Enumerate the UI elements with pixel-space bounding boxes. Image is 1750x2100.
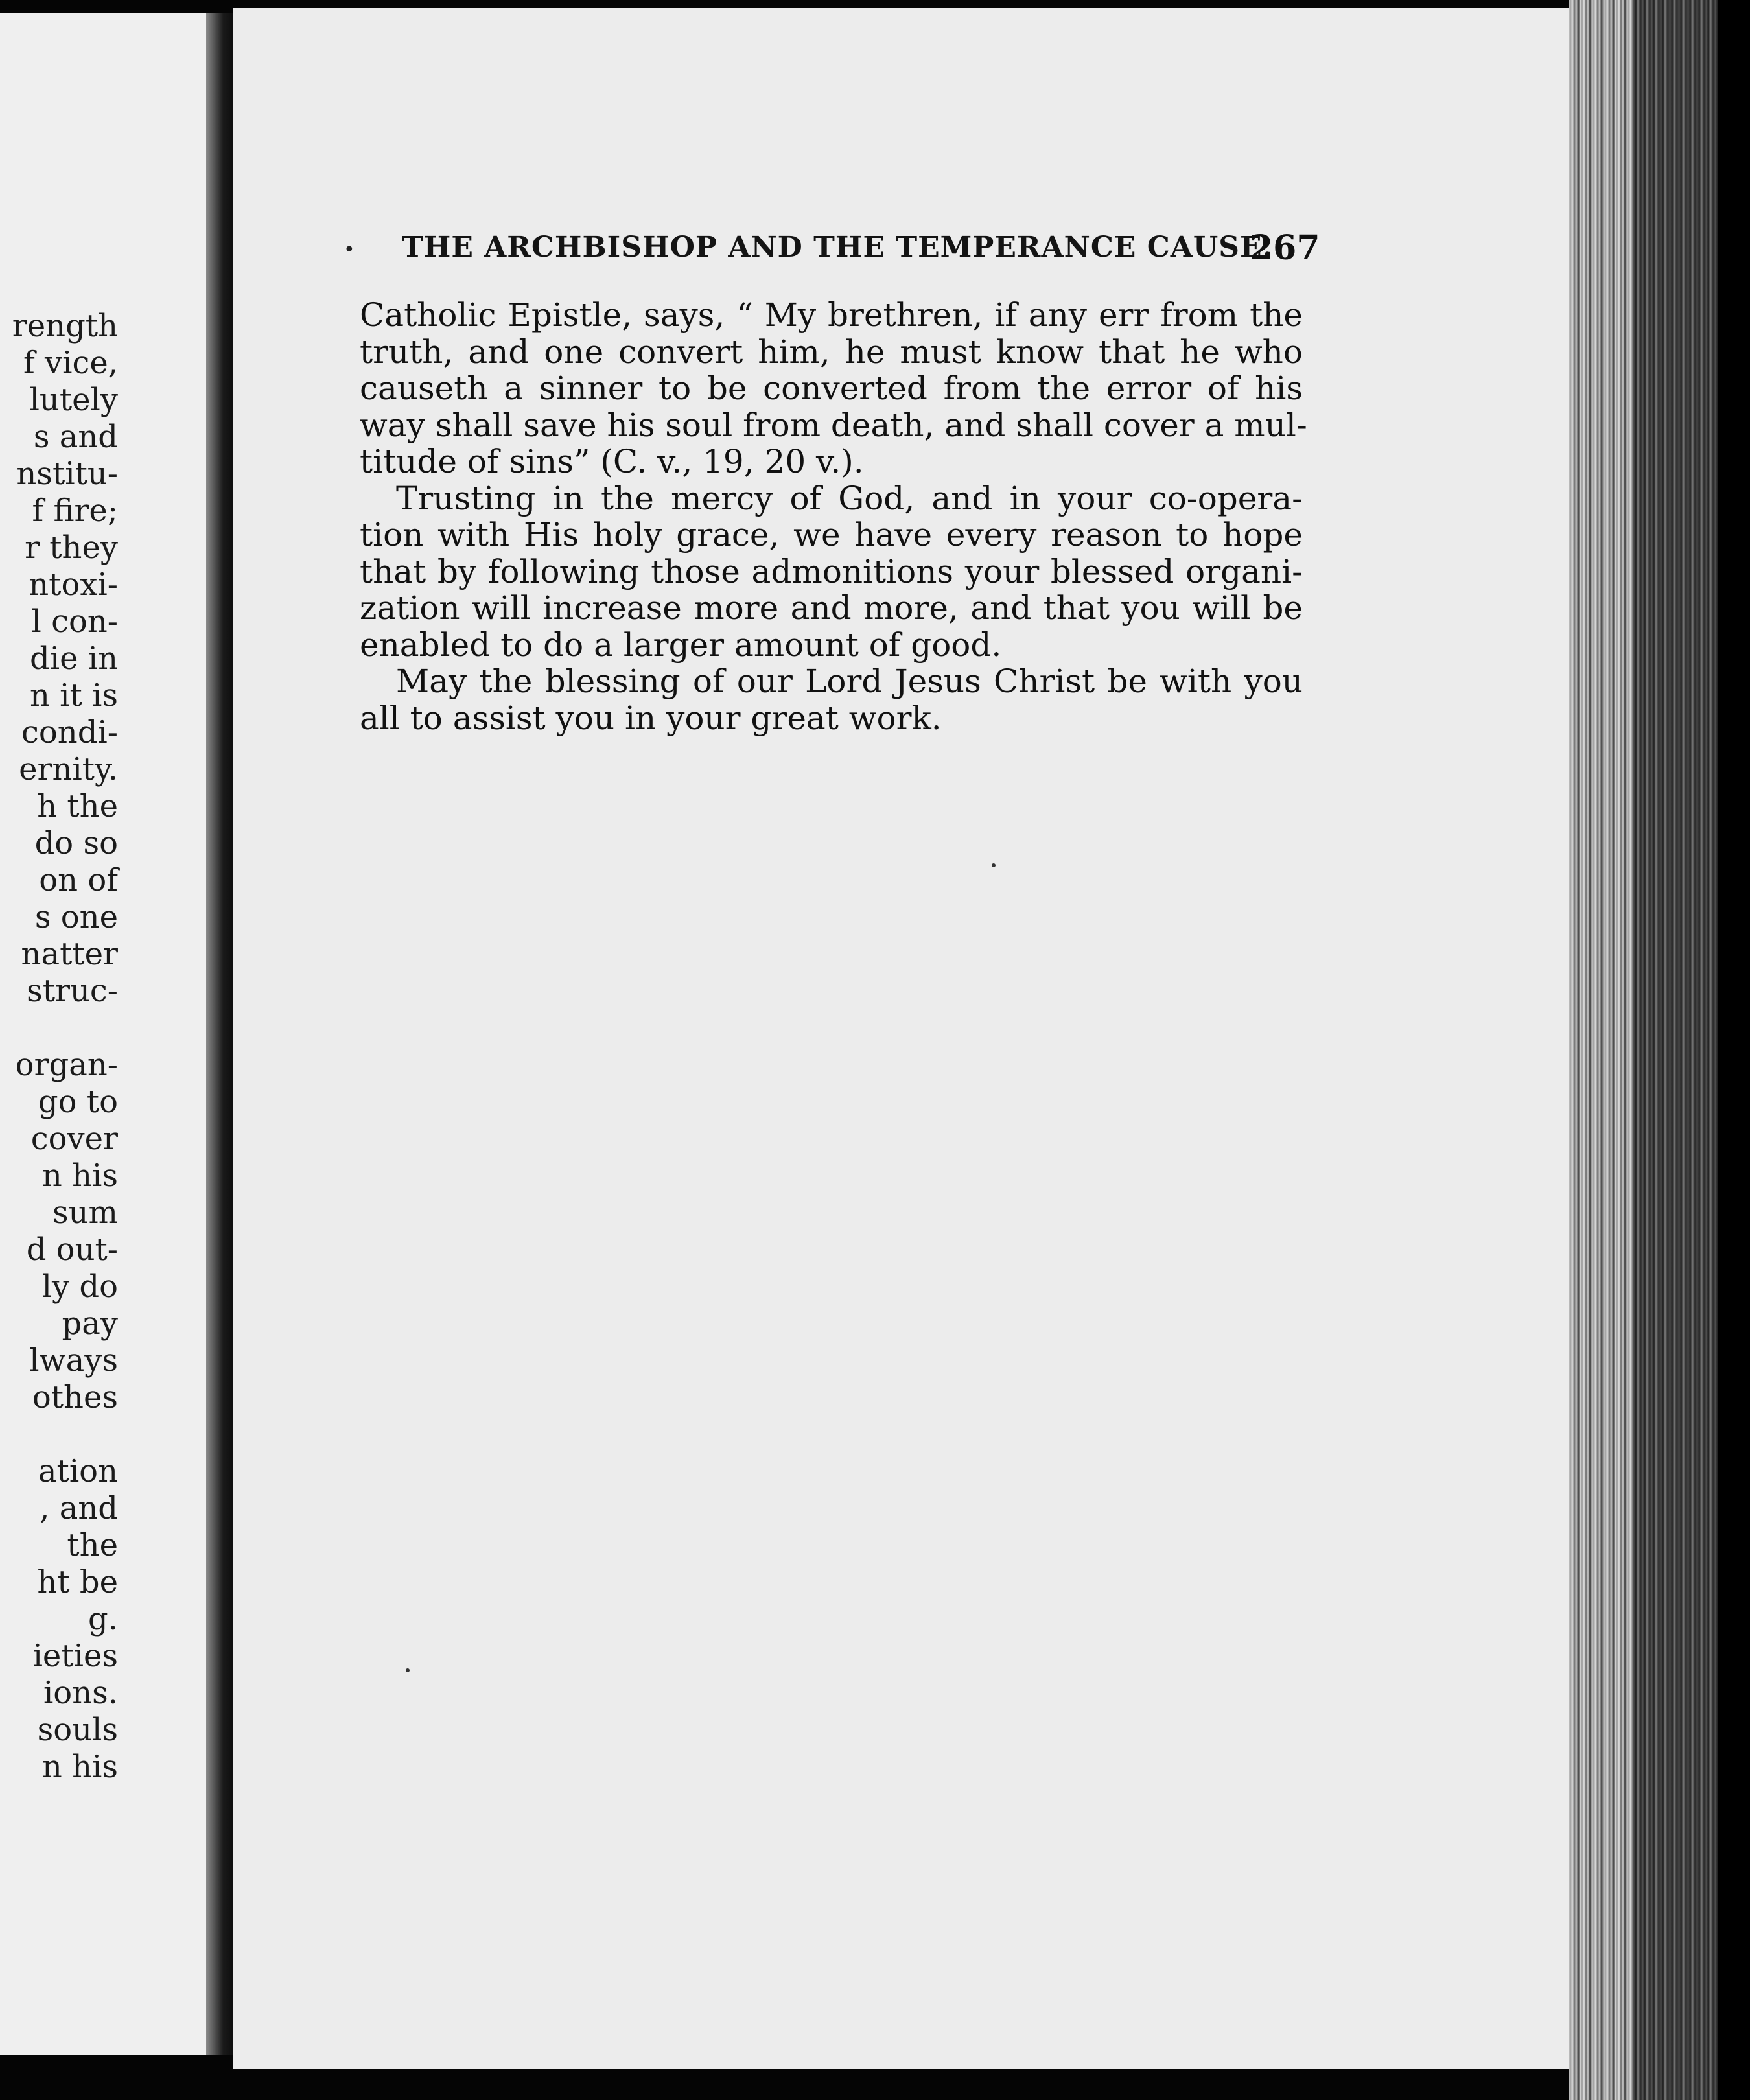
facing-line: othes	[32, 1379, 118, 1416]
facing-line: d out-	[26, 1231, 118, 1268]
text-line: May the blessing of our Lord Jesus Christ be with you	[396, 662, 1303, 700]
text-line: Catholic Epistle, says, “ My brethren, if any err from the	[360, 296, 1303, 334]
paper-speck	[406, 1668, 410, 1672]
page-number: 267	[1250, 228, 1320, 268]
text-line: titude of sins” (C. v., 19, 20 v.).	[360, 443, 864, 480]
facing-line: n it is	[29, 677, 118, 714]
facing-line: f fire;	[32, 493, 118, 529]
header-ornament: •	[344, 239, 355, 261]
facing-line: r they	[25, 530, 118, 566]
facing-line: on of	[39, 862, 118, 898]
running-title: THE ARCHBISHOP AND THE TEMPERANCE CAUSE.	[402, 231, 1273, 264]
facing-line: condi-	[21, 714, 118, 751]
body-text	[360, 296, 1307, 737]
facing-line: ntoxi-	[29, 566, 118, 603]
facing-line: f vice,	[23, 345, 118, 381]
facing-page-text	[12, 308, 118, 1786]
facing-line: n his	[41, 1158, 118, 1194]
facing-line: ly do	[41, 1268, 118, 1305]
text-line: enabled to do a larger amount of good.	[360, 625, 1002, 664]
facing-line: nstitu-	[16, 456, 118, 492]
paper-speck	[992, 863, 996, 867]
facing-page-left	[0, 13, 214, 2055]
facing-line: g.	[88, 1601, 118, 1637]
facing-line	[12, 1416, 118, 1453]
facing-line: souls	[37, 1712, 118, 1748]
facing-line: do so	[34, 825, 118, 861]
text-line: that by following those admonitions your blessed organi-	[360, 552, 1303, 590]
facing-line: struc-	[27, 973, 118, 1009]
text-line: truth, and one convert him, he must know that he who	[360, 332, 1303, 371]
facing-line: organ-	[15, 1047, 118, 1083]
facing-line: n his	[41, 1749, 118, 1785]
page-edges-shadow	[1633, 0, 1718, 2100]
facing-line: the	[67, 1527, 118, 1563]
text-line: all to assist you in your great work.	[360, 699, 942, 737]
running-head	[402, 231, 1309, 264]
facing-line: h the	[37, 788, 118, 824]
facing-line: s and	[33, 419, 118, 455]
facing-line: die in	[29, 640, 118, 677]
facing-line: ieties	[32, 1638, 118, 1674]
facing-line: lutely	[29, 382, 118, 418]
facing-line	[12, 1010, 118, 1047]
text-line: zation will increase more and more, and that you will be	[360, 589, 1303, 627]
facing-line: ation	[38, 1453, 118, 1489]
facing-line: cover	[30, 1121, 118, 1157]
facing-line: rength	[12, 308, 118, 344]
text-line: Trusting in the mercy of God, and in your co-opera-	[396, 479, 1303, 517]
scan-border-right	[1718, 0, 1750, 2100]
facing-line: sum	[52, 1195, 118, 1231]
text-line: way shall save his soul from death, and shall cover a mul-	[360, 406, 1307, 444]
facing-line: ions.	[43, 1675, 118, 1711]
text-line: tion with His holy grace, we have every reason to hope	[360, 516, 1303, 554]
facing-line: lways	[29, 1342, 118, 1379]
facing-line: s one	[34, 899, 118, 935]
facing-line: go to	[38, 1084, 118, 1120]
facing-line: l con-	[31, 603, 118, 640]
facing-line: ht be	[37, 1564, 118, 1600]
facing-line: , and	[40, 1490, 118, 1526]
text-line: causeth a sinner to be converted from the error of his	[360, 369, 1303, 407]
facing-line: natter	[21, 936, 118, 972]
facing-line: ernity.	[19, 751, 118, 788]
facing-line: pay	[62, 1305, 118, 1342]
book-gutter	[206, 13, 237, 2055]
